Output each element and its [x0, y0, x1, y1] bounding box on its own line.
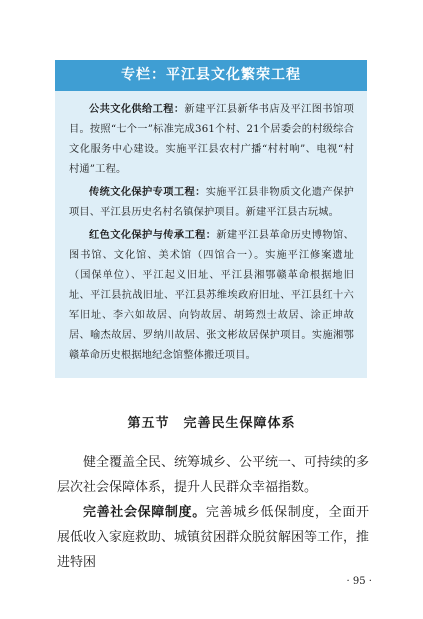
section-heading: 第五节 完善民生保障体系	[127, 416, 296, 431]
box-paragraph-traditional-culture	[69, 182, 354, 223]
sidebar-box	[55, 60, 367, 378]
sidebar-box-title: 专栏：平江县文化繁荣工程	[55, 60, 367, 91]
box-paragraph-lead: 传统文化保护专项工程：	[89, 186, 206, 198]
box-paragraph-text: 新建平江县新华书店及平江图书馆项目。按照“七个一”标准完成361个村、21个居委会的村级综合文化服务中心建设。实施平江县农村广播“村村响”、电视“村村通”工程。	[69, 104, 354, 175]
body-paragraph-text: 完善城乡低保制度，全面开展低收入家庭救助、城镇贫困群众脱贫解困等工作，推进特困	[57, 505, 370, 570]
body-paragraph	[57, 500, 369, 575]
box-paragraph-text: 新建平江县革命历史博物馆、图书馆、文化馆、美术馆（四馆合一）。实施平江修案遗址（国保单位）、平江起义旧址、平江县湘鄂赣革命根据地旧址、平江县抗战旧址、平江县苏维埃政府旧址、平江县红十六军旧址、李六如故居、向钧故居、胡筠烈士故居、涂正坤故居、喻杰故居、罗纳川故居、张文彬故居保护项目。实施湘鄂赣革命历史根据地纪念馆整体搬迁项目。	[69, 230, 354, 361]
main-text	[57, 450, 369, 575]
box-paragraph-text: 实施平江县非物质文化遗产保护项目、平江县历史名村名镇保护项目。新建平江县古玩城。	[69, 187, 354, 218]
box-paragraph-lead: 公共文化供给工程：	[89, 103, 185, 115]
box-paragraph-red-culture	[69, 225, 354, 366]
body-paragraph-lead: 完善社会保障制度。	[83, 505, 206, 520]
page-number: · 95 ·	[346, 576, 372, 587]
sidebar-box-body	[55, 91, 367, 366]
box-paragraph-public-culture	[69, 99, 354, 180]
body-paragraph: 健全覆盖全民、统筹城乡、公平统一、可持续的多层次社会保障体系，提升人民群众幸福指数。	[57, 455, 370, 495]
box-paragraph-lead: 红色文化保护与传承工程：	[89, 229, 217, 241]
